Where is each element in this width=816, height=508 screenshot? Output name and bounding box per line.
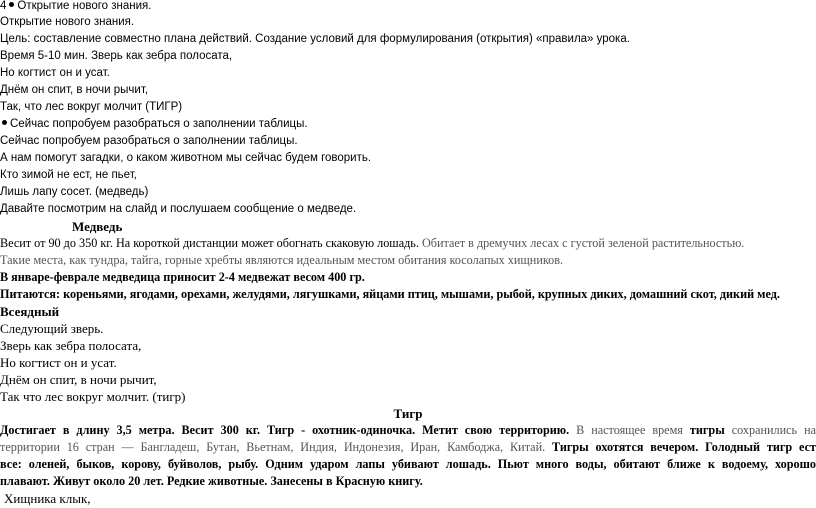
riddle2-line: Лишь лапу сосет. (медведь) (0, 186, 149, 198)
bear-weight: Весит от 90 до 350 кг. На короткой дистанции может обогнать скаковую лошадь. (0, 236, 419, 250)
tiger-countries: территории 16 стран — Бангладеш, Бутан, Вьетнам, Индия, Индонезия, Иран, Камбоджа, Китай. (0, 440, 546, 454)
tiger-line-1 (0, 422, 816, 439)
bear-diet: Питаются: кореньями, ягодами, орехами, желудями, лягушками, яйцами птиц, мышами, рыбой, крупных диких, домашний скот, дикий мед. (0, 287, 780, 301)
riddle2-line: Кто зимой не ест, не пьет, (0, 169, 137, 181)
tiger-riddle-line: Так что лес вокруг молчит. (тигр) (0, 389, 186, 404)
section-title: Открытие нового знания. (17, 0, 152, 12)
plain-line: Сейчас попробуем разобраться о заполнении таблицы. (0, 135, 298, 147)
riddle1-line: Но когтист он и усат. (0, 67, 110, 79)
next-beast-intro: Следующий зверь. (0, 321, 104, 336)
bullet-line-text: Сейчас попробуем разобраться о заполнении таблицы. (10, 118, 308, 130)
bear-cubs: В январе-феврале медведица приносит 2-4 медвежат весом 400 гр. (0, 270, 365, 284)
section-number: 4 (0, 0, 7, 12)
section-header (0, 0, 151, 15)
slide-prompt: Давайте посмотрим на слайд и послушаем сообщение о медведе. (0, 203, 357, 215)
tiger-heading: Тигр (393, 406, 423, 421)
bear-diet-summary: Всеядный (0, 304, 60, 319)
bear-heading: Медведь (72, 219, 123, 234)
tiger-habitat-intro: В настоящее время (576, 423, 683, 437)
bear-weight-line (0, 235, 744, 252)
tiger-riddle-line: Днём он спит, в ночи рычит, (0, 372, 157, 387)
tiger-facts: Достигает в длину 3,5 метра. Весит 300 кг. Тигр - охотник-одиночка. Метит свою территорию. (0, 423, 570, 437)
riddle1-line: Так, что лес вокруг молчит (ТИГР) (0, 101, 183, 113)
bullet-icon (2, 120, 7, 125)
tiger-riddle-line: Зверь как зебра полосата, (0, 338, 142, 353)
riddle1-line: Время 5-10 мин. Зверь как зебра полосата, (0, 50, 233, 62)
tiger-riddle-line: Но когтист он и усат. (0, 355, 117, 370)
tiger-hunting: Тигры охотятся вечером. Голодный тигр ест (552, 440, 816, 454)
bear-habitat-2: Такие места, как тундра, тайга, горные хребты являются идеальным местом обитания косолапых хищников. (0, 253, 564, 267)
tiger-line-4: плавают. Живут около 20 лет. Редкие животные. Занесены в Красную книгу. (0, 474, 423, 488)
tiger-habitat-cont: сохранились на (731, 423, 816, 437)
riddles-intro: А нам помогут загадки, о каком животном мы сейчас будем говорить. (0, 152, 372, 164)
lion-riddle-line: Хищника клык, (4, 491, 91, 506)
bullet-line (0, 116, 308, 133)
tiger-word: тигры (689, 423, 725, 437)
tiger-line-3: все: оленей, быков, корову, буйволов, рыбу. Одним ударом лапы убивают лошадь. Пьют много воды, обитают ближе к водоему, хорошо (0, 457, 816, 471)
bullet-icon (9, 2, 14, 7)
lesson-goal: Цель: составление совместно плана действий. Создание условий для формулирования (открытия) «правила» урока. (0, 33, 630, 45)
bear-habitat-1: Обитает в дремучих лесах с густой зеленой растительностью. (421, 236, 745, 250)
tiger-line-2 (0, 439, 816, 456)
riddle1-line: Днём он спит, в ночи рычит, (0, 84, 149, 96)
intro-title-repeat: Открытие нового знания. (0, 16, 135, 28)
